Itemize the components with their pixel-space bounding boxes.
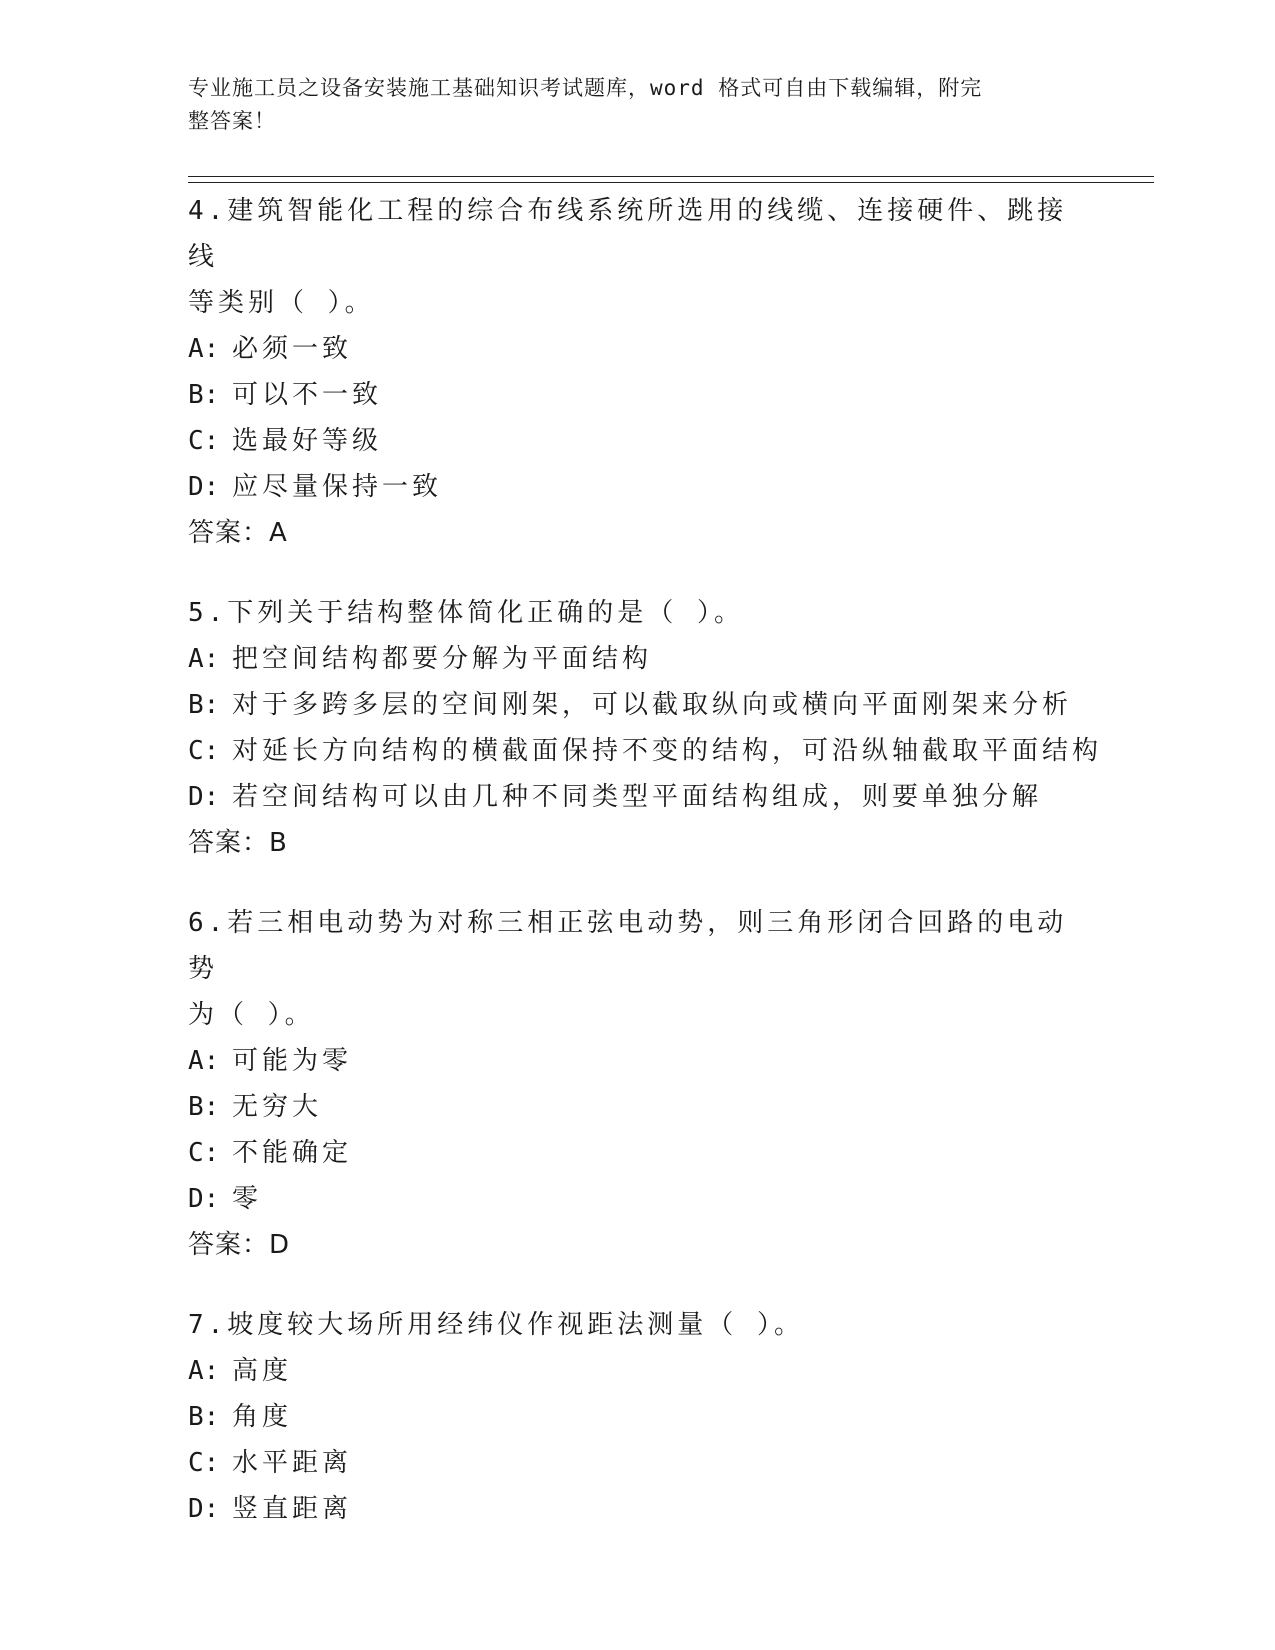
answer-label: 答案：B	[188, 828, 288, 858]
question-6	[188, 900, 1088, 1268]
option-key: D:	[188, 1494, 220, 1524]
option-key: C:	[188, 426, 220, 456]
option-text: 把空间结构都要分解为平面结构	[232, 644, 653, 674]
option-key: A:	[188, 334, 220, 364]
option-b	[188, 372, 1088, 418]
option-a	[188, 1038, 1088, 1084]
option-key: C:	[188, 1138, 220, 1168]
header-line-1: 专业施工员之设备安装施工基础知识考试题库，word 格式可自由下载编辑，附完	[188, 76, 983, 100]
question-4	[188, 188, 1088, 556]
question-stem-continued: 为（ ）。	[188, 1000, 315, 1030]
option-text: 对延长方向结构的横截面保持不变的结构，可沿纵轴截取平面结构	[232, 736, 1103, 766]
option-key: A:	[188, 644, 220, 674]
option-text: 不能确定	[232, 1138, 353, 1168]
option-d	[188, 1176, 1088, 1222]
question-list	[188, 188, 1103, 1566]
option-text: 应尽量保持一致	[232, 472, 443, 502]
option-key: D:	[188, 1184, 220, 1214]
option-text: 可能为零	[232, 1046, 353, 1076]
option-key: C:	[188, 736, 220, 766]
option-key: A:	[188, 1356, 220, 1386]
option-key: B:	[188, 1402, 220, 1432]
option-b	[188, 1084, 1088, 1130]
question-stem-continued: 等类别（ ）。	[188, 288, 375, 318]
header-rule-bottom	[188, 182, 1154, 183]
question-stem: 4.建筑智能化工程的综合布线系统所选用的线缆、连接硬件、跳接线	[188, 196, 1068, 272]
option-d	[188, 774, 1088, 820]
question-stem: 6.若三相电动势为对称三相正弦电动势，则三角形闭合回路的电动势	[188, 908, 1068, 984]
option-key: B:	[188, 380, 220, 410]
option-text: 对于多跨多层的空间刚架，可以截取纵向或横向平面刚架来分析	[232, 690, 1073, 720]
question-7	[188, 1302, 1088, 1532]
option-text: 可以不一致	[232, 380, 383, 410]
option-a	[188, 636, 1088, 682]
header-line-2: 整答案！	[188, 109, 276, 133]
option-d	[188, 464, 1088, 510]
option-d	[188, 1486, 1088, 1532]
option-text: 零	[232, 1184, 263, 1214]
question-stem: 5.下列关于结构整体简化正确的是（ ）。	[188, 598, 744, 628]
option-b	[188, 1394, 1088, 1440]
question-5	[188, 590, 1103, 866]
option-c	[188, 728, 1103, 774]
answer-label: 答案：A	[188, 518, 288, 548]
option-text: 高度	[232, 1356, 293, 1386]
option-text: 若空间结构可以由几种不同类型平面结构组成，则要单独分解	[232, 782, 1043, 812]
option-text: 竖直距离	[232, 1494, 353, 1524]
option-text: 角度	[232, 1402, 293, 1432]
option-a	[188, 326, 1088, 372]
option-text: 无穷大	[232, 1092, 323, 1122]
option-c	[188, 1440, 1088, 1486]
option-key: A:	[188, 1046, 220, 1076]
question-stem: 7.坡度较大场所用经纬仪作视距法测量（ ）。	[188, 1310, 804, 1340]
option-text: 必须一致	[232, 334, 353, 364]
option-key: B:	[188, 690, 220, 720]
option-c	[188, 418, 1088, 464]
option-b	[188, 682, 1088, 728]
document-header	[188, 72, 1068, 138]
option-text: 选最好等级	[232, 426, 383, 456]
option-key: D:	[188, 782, 220, 812]
option-a	[188, 1348, 1088, 1394]
answer-label: 答案：D	[188, 1230, 291, 1260]
option-key: C:	[188, 1448, 220, 1478]
option-key: B:	[188, 1092, 220, 1122]
option-key: D:	[188, 472, 220, 502]
option-text: 水平距离	[232, 1448, 353, 1478]
header-rule-top	[188, 176, 1154, 177]
option-c	[188, 1130, 1088, 1176]
